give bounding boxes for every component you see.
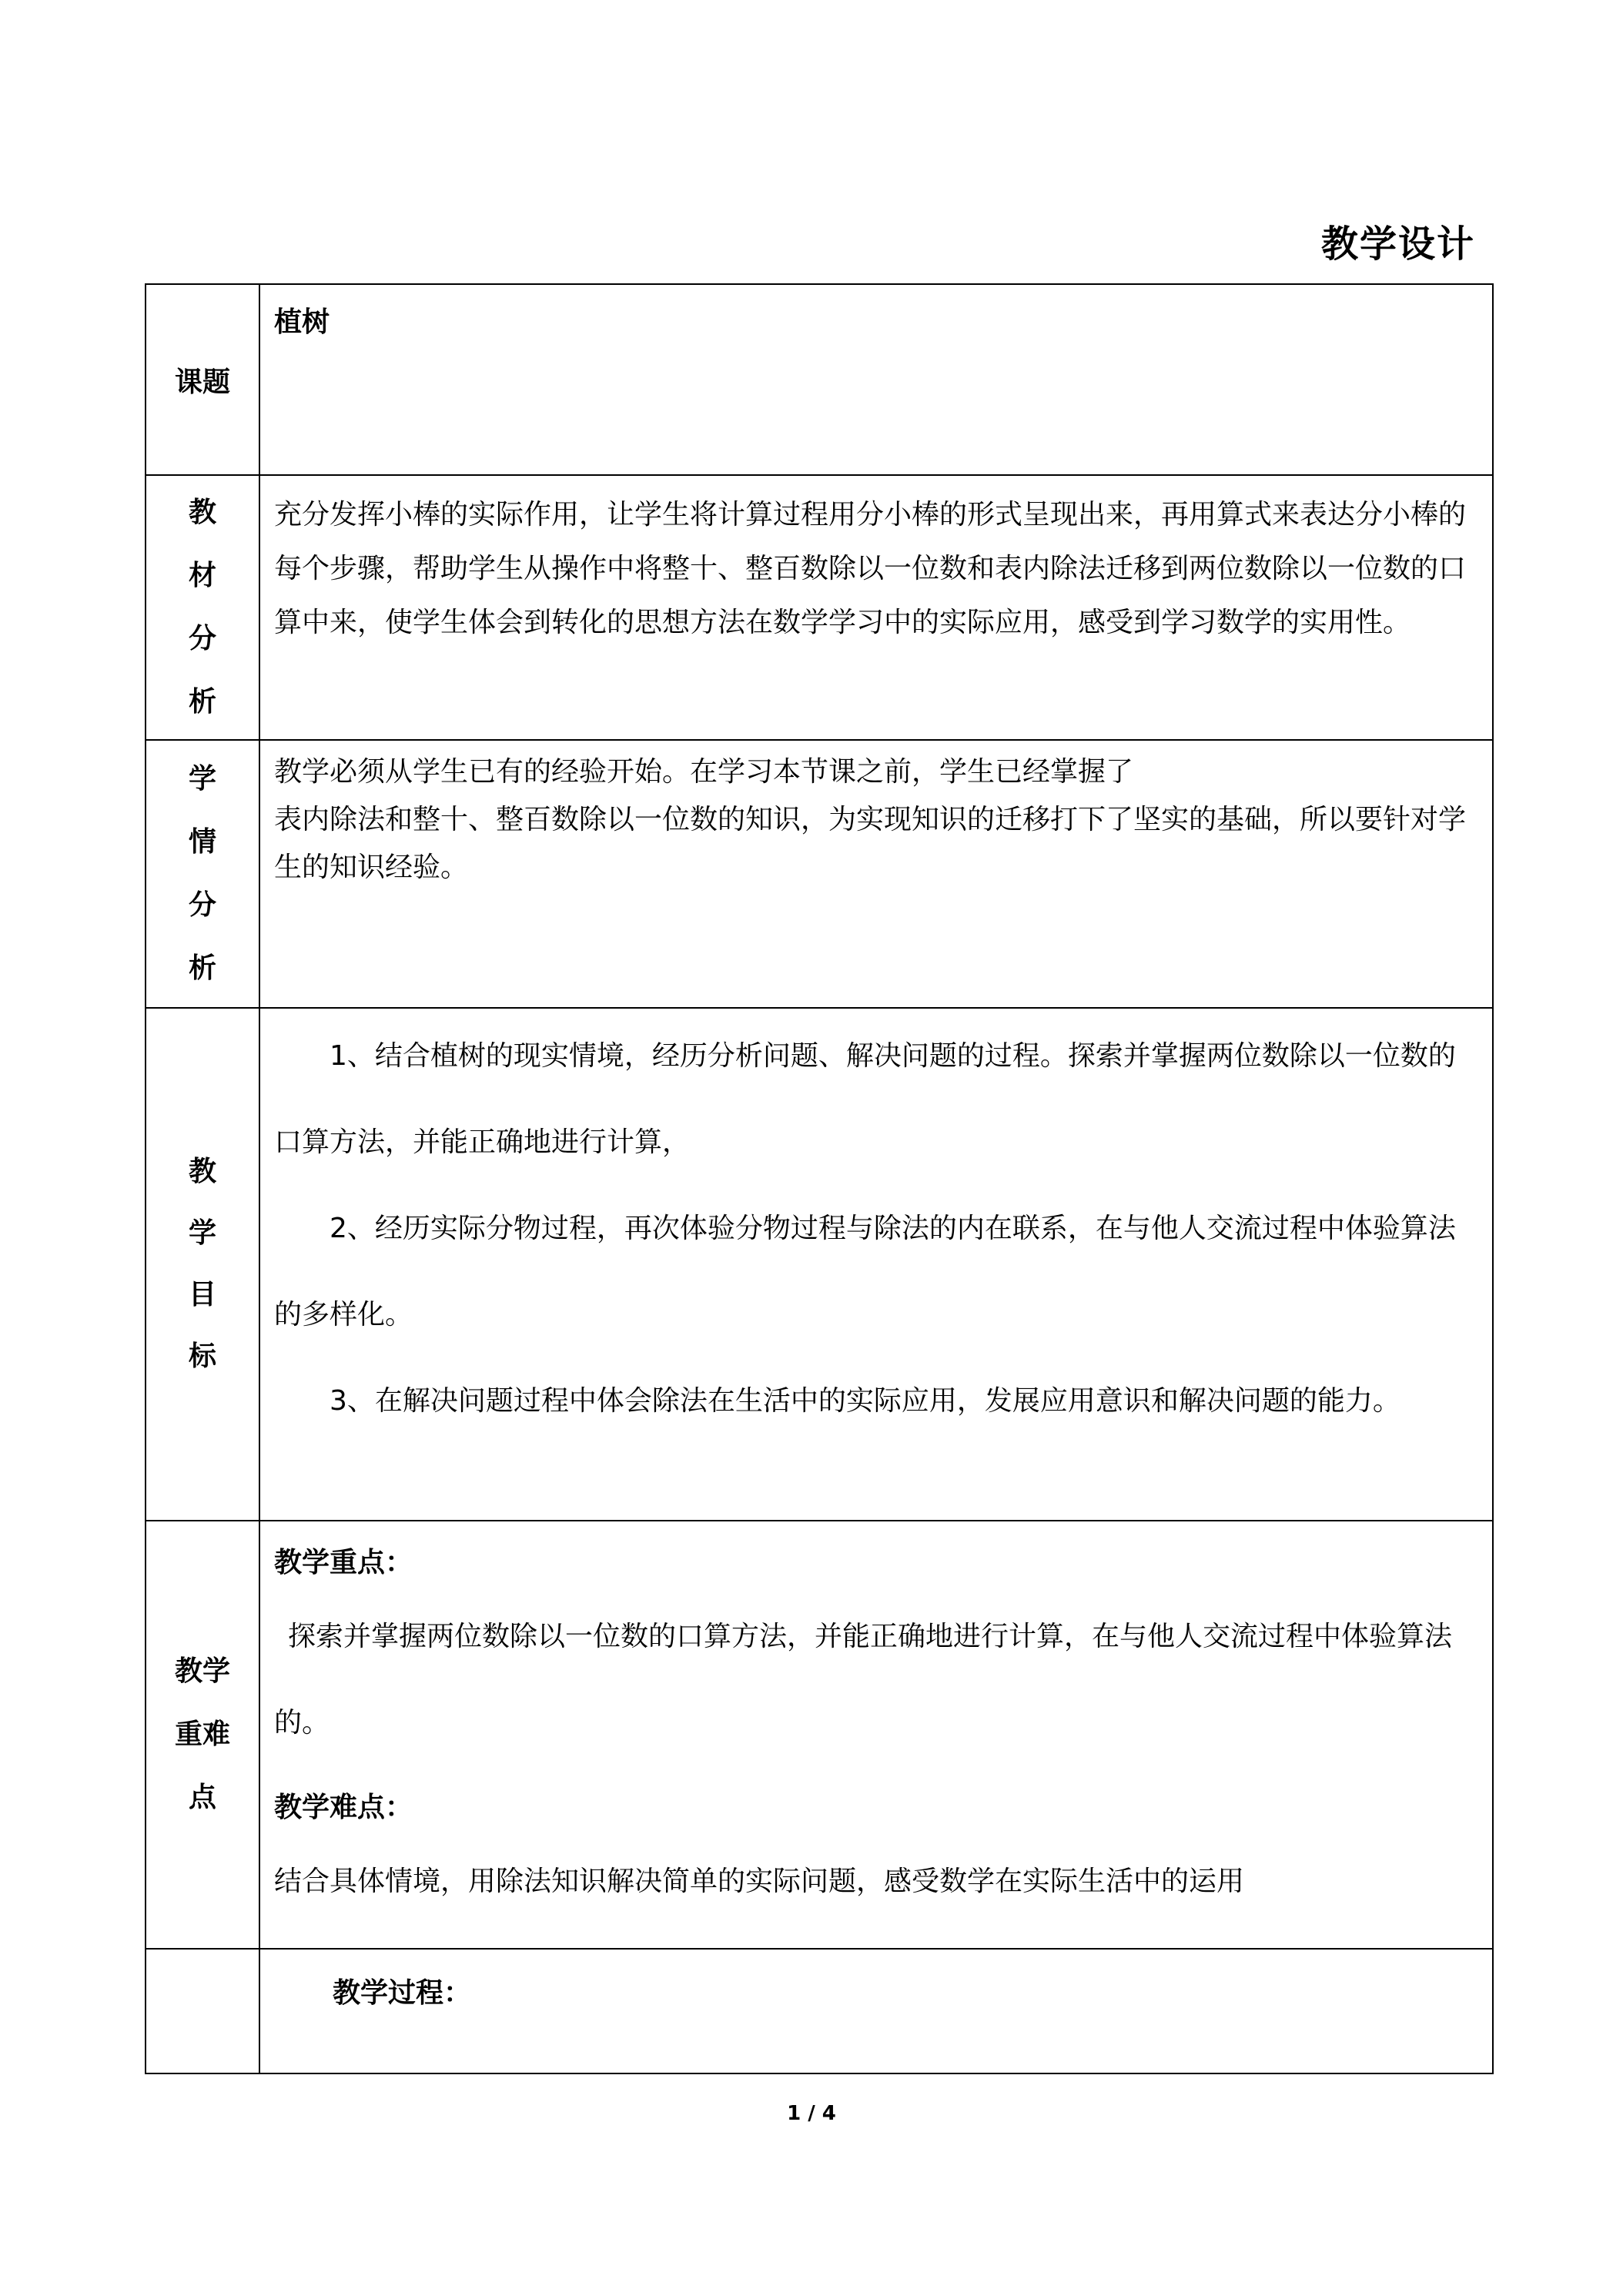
lesson-plan-table (145, 283, 1494, 2074)
label-key-points (146, 1521, 259, 1949)
difficulty-heading: 教学难点： (274, 1792, 413, 1823)
content-teaching-process (259, 1949, 1493, 2073)
row-topic (146, 284, 1493, 475)
label-topic-text: 课题 (174, 366, 230, 398)
label-char: 情 (188, 826, 216, 858)
goal-item: 2、经历实际分物过程，再次体验分物过程与除法的内在联系，在与他人交流过程中体验算法的多样化。 (274, 1213, 1456, 1330)
label-char: 教 (188, 497, 216, 528)
label-char: 析 (188, 686, 216, 718)
focus-text: 探索并掌握两位数除以一位数的口算方法，并能正确地进行计算，在与他人交流过程中体验算法的。 (274, 1621, 1453, 1739)
goal-item: 3、在解决问题过程中体会除法在生活中的实际应用，发展应用意识和解决问题的能力。 (330, 1385, 1400, 1417)
document-title: 教学设计 (1320, 223, 1475, 266)
label-char: 材 (188, 560, 216, 591)
topic-text: 植树 (274, 306, 330, 338)
label-char: 学 (188, 763, 216, 795)
label-line: 教学 (174, 1655, 230, 1687)
label-teaching-goals (146, 1008, 259, 1521)
difficulty-text: 结合具体情境，用除法知识解决简单的实际问题，感受数学在实际生活中的运用 (274, 1866, 1245, 1897)
label-char: 标 (188, 1340, 216, 1372)
label-char: 学 (188, 1217, 216, 1249)
label-line: 点 (188, 1782, 216, 1813)
row-material-analysis (146, 475, 1493, 740)
label-student-stack (146, 748, 259, 1000)
label-line: 重难 (174, 1719, 230, 1750)
student-line-2: 表内除法和整十、整百数除以一位数的知识，为实现知识的迁移打下了坚实的基础，所以要针对学生的知识经验。 (274, 804, 1467, 883)
row-student-analysis (146, 740, 1493, 1008)
content-key-points (259, 1521, 1493, 1949)
content-topic (259, 284, 1493, 475)
label-char: 教 (188, 1156, 216, 1187)
label-student-analysis (146, 740, 259, 1008)
label-goals-stack (146, 1141, 259, 1387)
row-key-points (146, 1521, 1493, 1949)
material-paragraph: 充分发挥小棒的实际作用，让学生将计算过程用分小棒的形式呈现出来，再用算式来表达分小棒的每个步骤，帮助学生从操作中将整十、整百数除以一位数和表内除法迁移到两位数除以一位数的口算中来，使学生体会到转化的思想方法在数学学习中的实际应用，感受到学习数学的实用性。 (274, 499, 1467, 638)
label-key-stack (146, 1640, 259, 1829)
label-char: 分 (188, 623, 216, 654)
student-paragraph (274, 748, 1478, 892)
process-heading: 教学过程： (333, 1977, 472, 2009)
label-material-stack (146, 481, 259, 734)
row-teaching-process (146, 1949, 1493, 2073)
focus-heading: 教学重点： (274, 1547, 413, 1578)
label-material-analysis (146, 475, 259, 740)
label-char: 析 (188, 952, 216, 984)
label-char: 目 (188, 1279, 216, 1310)
content-teaching-goals (259, 1008, 1493, 1521)
label-topic (146, 284, 259, 475)
page-number: 1 / 4 (787, 2102, 836, 2125)
label-teaching-process (146, 1949, 259, 2073)
content-material-analysis (259, 475, 1493, 740)
content-student-analysis (259, 740, 1493, 1008)
student-line-1: 教学必须从学生已有的经验开始。在学习本节课之前，学生已经掌握了 (274, 756, 1134, 788)
row-teaching-goals (146, 1008, 1493, 1521)
label-char: 分 (188, 889, 216, 921)
goal-item: 1、结合植树的现实情境，经历分析问题、解决问题的过程。探索并掌握两位数除以一位数的口算方法，并能正确地进行计算， (274, 1040, 1456, 1158)
goals-list (274, 1013, 1478, 1444)
